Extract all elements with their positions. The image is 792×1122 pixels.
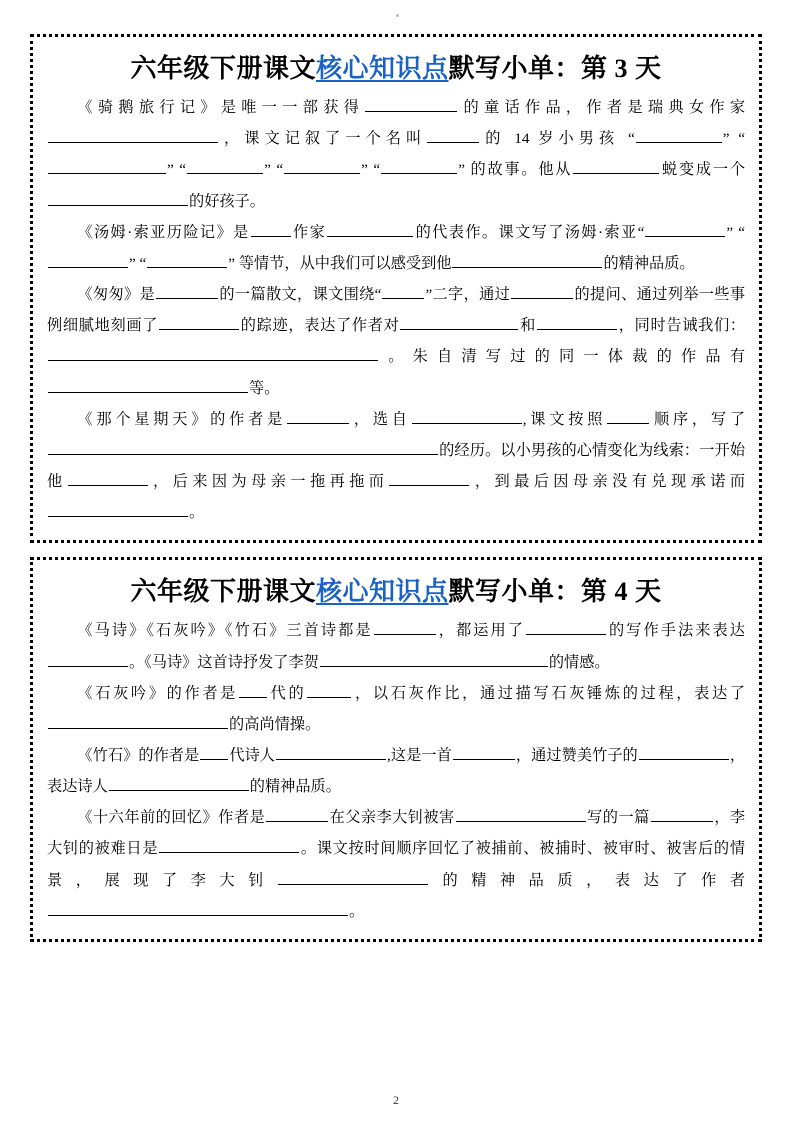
paragraph-text: “ xyxy=(637,223,645,241)
paragraph-text: 写的一篇 xyxy=(586,809,650,827)
fill-in-blank[interactable] xyxy=(159,837,299,853)
paragraph-text: ，通过赞美竹子的 xyxy=(515,747,638,764)
paragraph xyxy=(47,740,745,802)
fill-in-blank[interactable] xyxy=(456,806,586,822)
paragraph-text: ，后来因为母亲一拖再拖而 xyxy=(148,472,389,490)
fill-in-blank[interactable] xyxy=(639,744,729,760)
paragraph-text: ” “ xyxy=(129,254,147,272)
fill-in-blank[interactable] xyxy=(511,283,573,299)
page-number: 2 xyxy=(393,1093,399,1107)
fill-in-blank[interactable] xyxy=(48,127,218,143)
worksheet-body-day4 xyxy=(47,615,745,927)
fill-in-blank[interactable] xyxy=(48,376,248,392)
paragraph-text: 《匆匆》是 xyxy=(77,286,156,304)
paragraph-text: 。朱自清写过的同一体裁的作品有 xyxy=(379,348,745,366)
fill-in-blank[interactable] xyxy=(68,470,148,486)
paragraph-text: 的高尚情操。 xyxy=(229,715,321,733)
paragraph xyxy=(47,615,745,677)
title-prefix: 六年级下册课文 xyxy=(130,577,316,607)
paragraph-text: ” “ xyxy=(722,130,746,148)
worksheet-title-day4 xyxy=(47,574,745,609)
fill-in-blank[interactable] xyxy=(307,682,351,698)
paragraph-text: 。 xyxy=(189,504,205,522)
paragraph-text: ，到最后因母亲没有兑现承诺而 xyxy=(470,472,746,490)
fill-in-blank[interactable] xyxy=(573,158,659,174)
paragraph-text: ，课文记叙了一个名叫 xyxy=(219,130,427,148)
fill-in-blank[interactable] xyxy=(287,407,349,423)
paragraph-text: ” “ xyxy=(167,161,187,179)
fill-in-blank[interactable] xyxy=(453,744,515,760)
fill-in-blank[interactable] xyxy=(48,501,188,517)
fill-in-blank[interactable] xyxy=(48,158,166,174)
title-suffix: 默写小单：第 3 天 xyxy=(448,54,662,83)
fill-in-blank[interactable] xyxy=(636,127,722,143)
fill-in-blank[interactable] xyxy=(452,252,602,268)
paragraph-text: 的好孩子。 xyxy=(189,192,265,210)
fill-in-blank[interactable] xyxy=(400,314,518,330)
paragraph-text: 的经历。以小男孩的心情变化为线索：一开始他 xyxy=(47,441,745,490)
paragraph-text: 的精神品质。 xyxy=(249,778,341,796)
paragraph-text: 《汤姆·索亚历险记》是 xyxy=(77,223,250,241)
fill-in-blank[interactable] xyxy=(48,900,348,916)
paragraph xyxy=(47,279,745,404)
paragraph-text: 的情感。 xyxy=(548,653,610,671)
paragraph-text: 的提问、通过列举一些事例细腻地刻画了 xyxy=(47,286,746,335)
paragraph-text: 和 xyxy=(519,317,537,335)
paragraph-text: ”二字，通过 xyxy=(425,286,511,304)
paragraph-text: 。 xyxy=(349,902,365,920)
paragraph-text: ” “ xyxy=(726,223,746,241)
paragraph-text: ，李大钊的被难日是 xyxy=(47,809,746,858)
paragraph xyxy=(47,404,745,529)
worksheet-card-day4 xyxy=(30,557,762,942)
paragraph-text: 的童话作品，作者是瑞典女作家 xyxy=(458,99,746,117)
fill-in-blank[interactable] xyxy=(48,189,188,205)
paragraph-text: 蜕变成一个 xyxy=(660,161,746,179)
page-top-marker xyxy=(396,14,399,17)
paragraph-text: ,这是一首 xyxy=(387,747,452,764)
fill-in-blank[interactable] xyxy=(109,775,249,791)
paragraph-text: ，选自 xyxy=(350,410,411,428)
fill-in-blank[interactable] xyxy=(48,345,378,361)
fill-in-blank[interactable] xyxy=(382,283,424,299)
fill-in-blank[interactable] xyxy=(645,221,725,237)
fill-in-blank[interactable] xyxy=(200,744,228,760)
paragraph-text: 《那个星期天》的作者是 xyxy=(77,410,287,428)
paragraph-text: 的代表作。课文写了汤姆·索亚 xyxy=(414,223,638,241)
paragraph-text: 代诗人 xyxy=(229,747,276,764)
paragraph-text: ” 的故事。他从 xyxy=(458,161,573,179)
paragraph-text: ” “ xyxy=(264,161,284,179)
paragraph-text: 的一篇散文，课文围绕“ xyxy=(219,286,382,304)
paragraph-text: 的写作手法来表达 xyxy=(607,622,745,640)
fill-in-blank[interactable] xyxy=(537,314,617,330)
paragraph-text: ，都运用了 xyxy=(436,622,525,640)
paragraph-text: 的踪迹，表达了作者对 xyxy=(240,317,400,335)
paragraph-text: 《竹石》的作者是 xyxy=(77,747,200,764)
paragraph-text: ，同时告诫我们： xyxy=(618,317,746,335)
title-highlight: 核心知识点 xyxy=(315,577,449,607)
paragraph-text: ，以石灰作比，通过描写石灰锤炼的过程，表达了 xyxy=(352,684,746,702)
fill-in-blank[interactable] xyxy=(607,407,649,423)
worksheet-card-day3 xyxy=(30,34,762,543)
fill-in-blank[interactable] xyxy=(651,806,713,822)
fill-in-blank[interactable] xyxy=(48,439,438,455)
paragraph-text: ” “ xyxy=(361,161,381,179)
worksheet-body-day3 xyxy=(47,92,745,528)
paragraph-text: 。《马诗》这首诗抒发了李贺 xyxy=(129,653,319,671)
fill-in-blank[interactable] xyxy=(389,470,469,486)
paragraph-text: 作家 xyxy=(291,223,327,241)
paragraph-text: 《骑鹅旅行记》是唯一一部获得 xyxy=(77,99,365,117)
fill-in-blank[interactable] xyxy=(278,868,428,884)
fill-in-blank[interactable] xyxy=(159,314,239,330)
paragraph-text: 的精神品质。 xyxy=(603,254,695,272)
fill-in-blank[interactable] xyxy=(156,283,218,299)
paragraph-text: 代的 xyxy=(268,684,307,702)
fill-in-blank[interactable] xyxy=(276,744,386,760)
fill-in-blank[interactable] xyxy=(381,158,457,174)
paragraph-text: ,课文按照 xyxy=(522,410,607,428)
worksheet-title-day3 xyxy=(47,51,745,86)
fill-in-blank[interactable] xyxy=(284,158,360,174)
fill-in-blank[interactable] xyxy=(374,619,436,635)
paragraph xyxy=(47,678,745,740)
paragraph-text: ，表达诗人 xyxy=(47,747,746,796)
fill-in-blank[interactable] xyxy=(147,252,227,268)
fill-in-blank[interactable] xyxy=(187,158,263,174)
paragraph-text: 《马诗》《石灰吟》《竹石》三首诗都是 xyxy=(77,622,373,640)
paragraph-text: ” 等情节，从中我们可以感受到他 xyxy=(228,254,452,272)
fill-in-blank[interactable] xyxy=(48,650,128,666)
paragraph-text: 《十六年前的回忆》作者是 xyxy=(77,809,266,827)
fill-in-blank[interactable] xyxy=(48,252,128,268)
fill-in-blank[interactable] xyxy=(427,127,479,143)
fill-in-blank[interactable] xyxy=(365,96,457,112)
title-highlight: 核心知识点 xyxy=(315,54,449,83)
title-prefix: 六年级下册课文 xyxy=(130,54,316,83)
paragraph-text: 顺序，写了 xyxy=(650,410,746,428)
fill-in-blank[interactable] xyxy=(48,713,228,729)
fill-in-blank[interactable] xyxy=(320,650,548,666)
paragraph-text: 的 14 岁小男孩 “ xyxy=(480,130,635,148)
fill-in-blank[interactable] xyxy=(327,221,413,237)
fill-in-blank[interactable] xyxy=(266,806,328,822)
title-suffix: 默写小单：第 4 天 xyxy=(448,577,662,607)
paragraph xyxy=(47,92,745,217)
paragraph-text: 在父亲李大钊被害 xyxy=(329,809,455,827)
paragraph-text: 。课文按时间顺序回忆了被捕前、被捕时、被审时、被害后的情景，展现了李大钊 xyxy=(47,840,746,889)
fill-in-blank[interactable] xyxy=(412,407,522,423)
fill-in-blank[interactable] xyxy=(239,682,267,698)
paragraph-text: 《石灰吟》的作者是 xyxy=(77,684,239,702)
paragraph-text: 的精神品质，表达了作者 xyxy=(428,871,746,889)
fill-in-blank[interactable] xyxy=(526,619,606,635)
paragraph xyxy=(47,802,745,927)
paragraph xyxy=(47,217,745,279)
paragraph-text: 等。 xyxy=(249,379,280,397)
fill-in-blank[interactable] xyxy=(251,221,291,237)
